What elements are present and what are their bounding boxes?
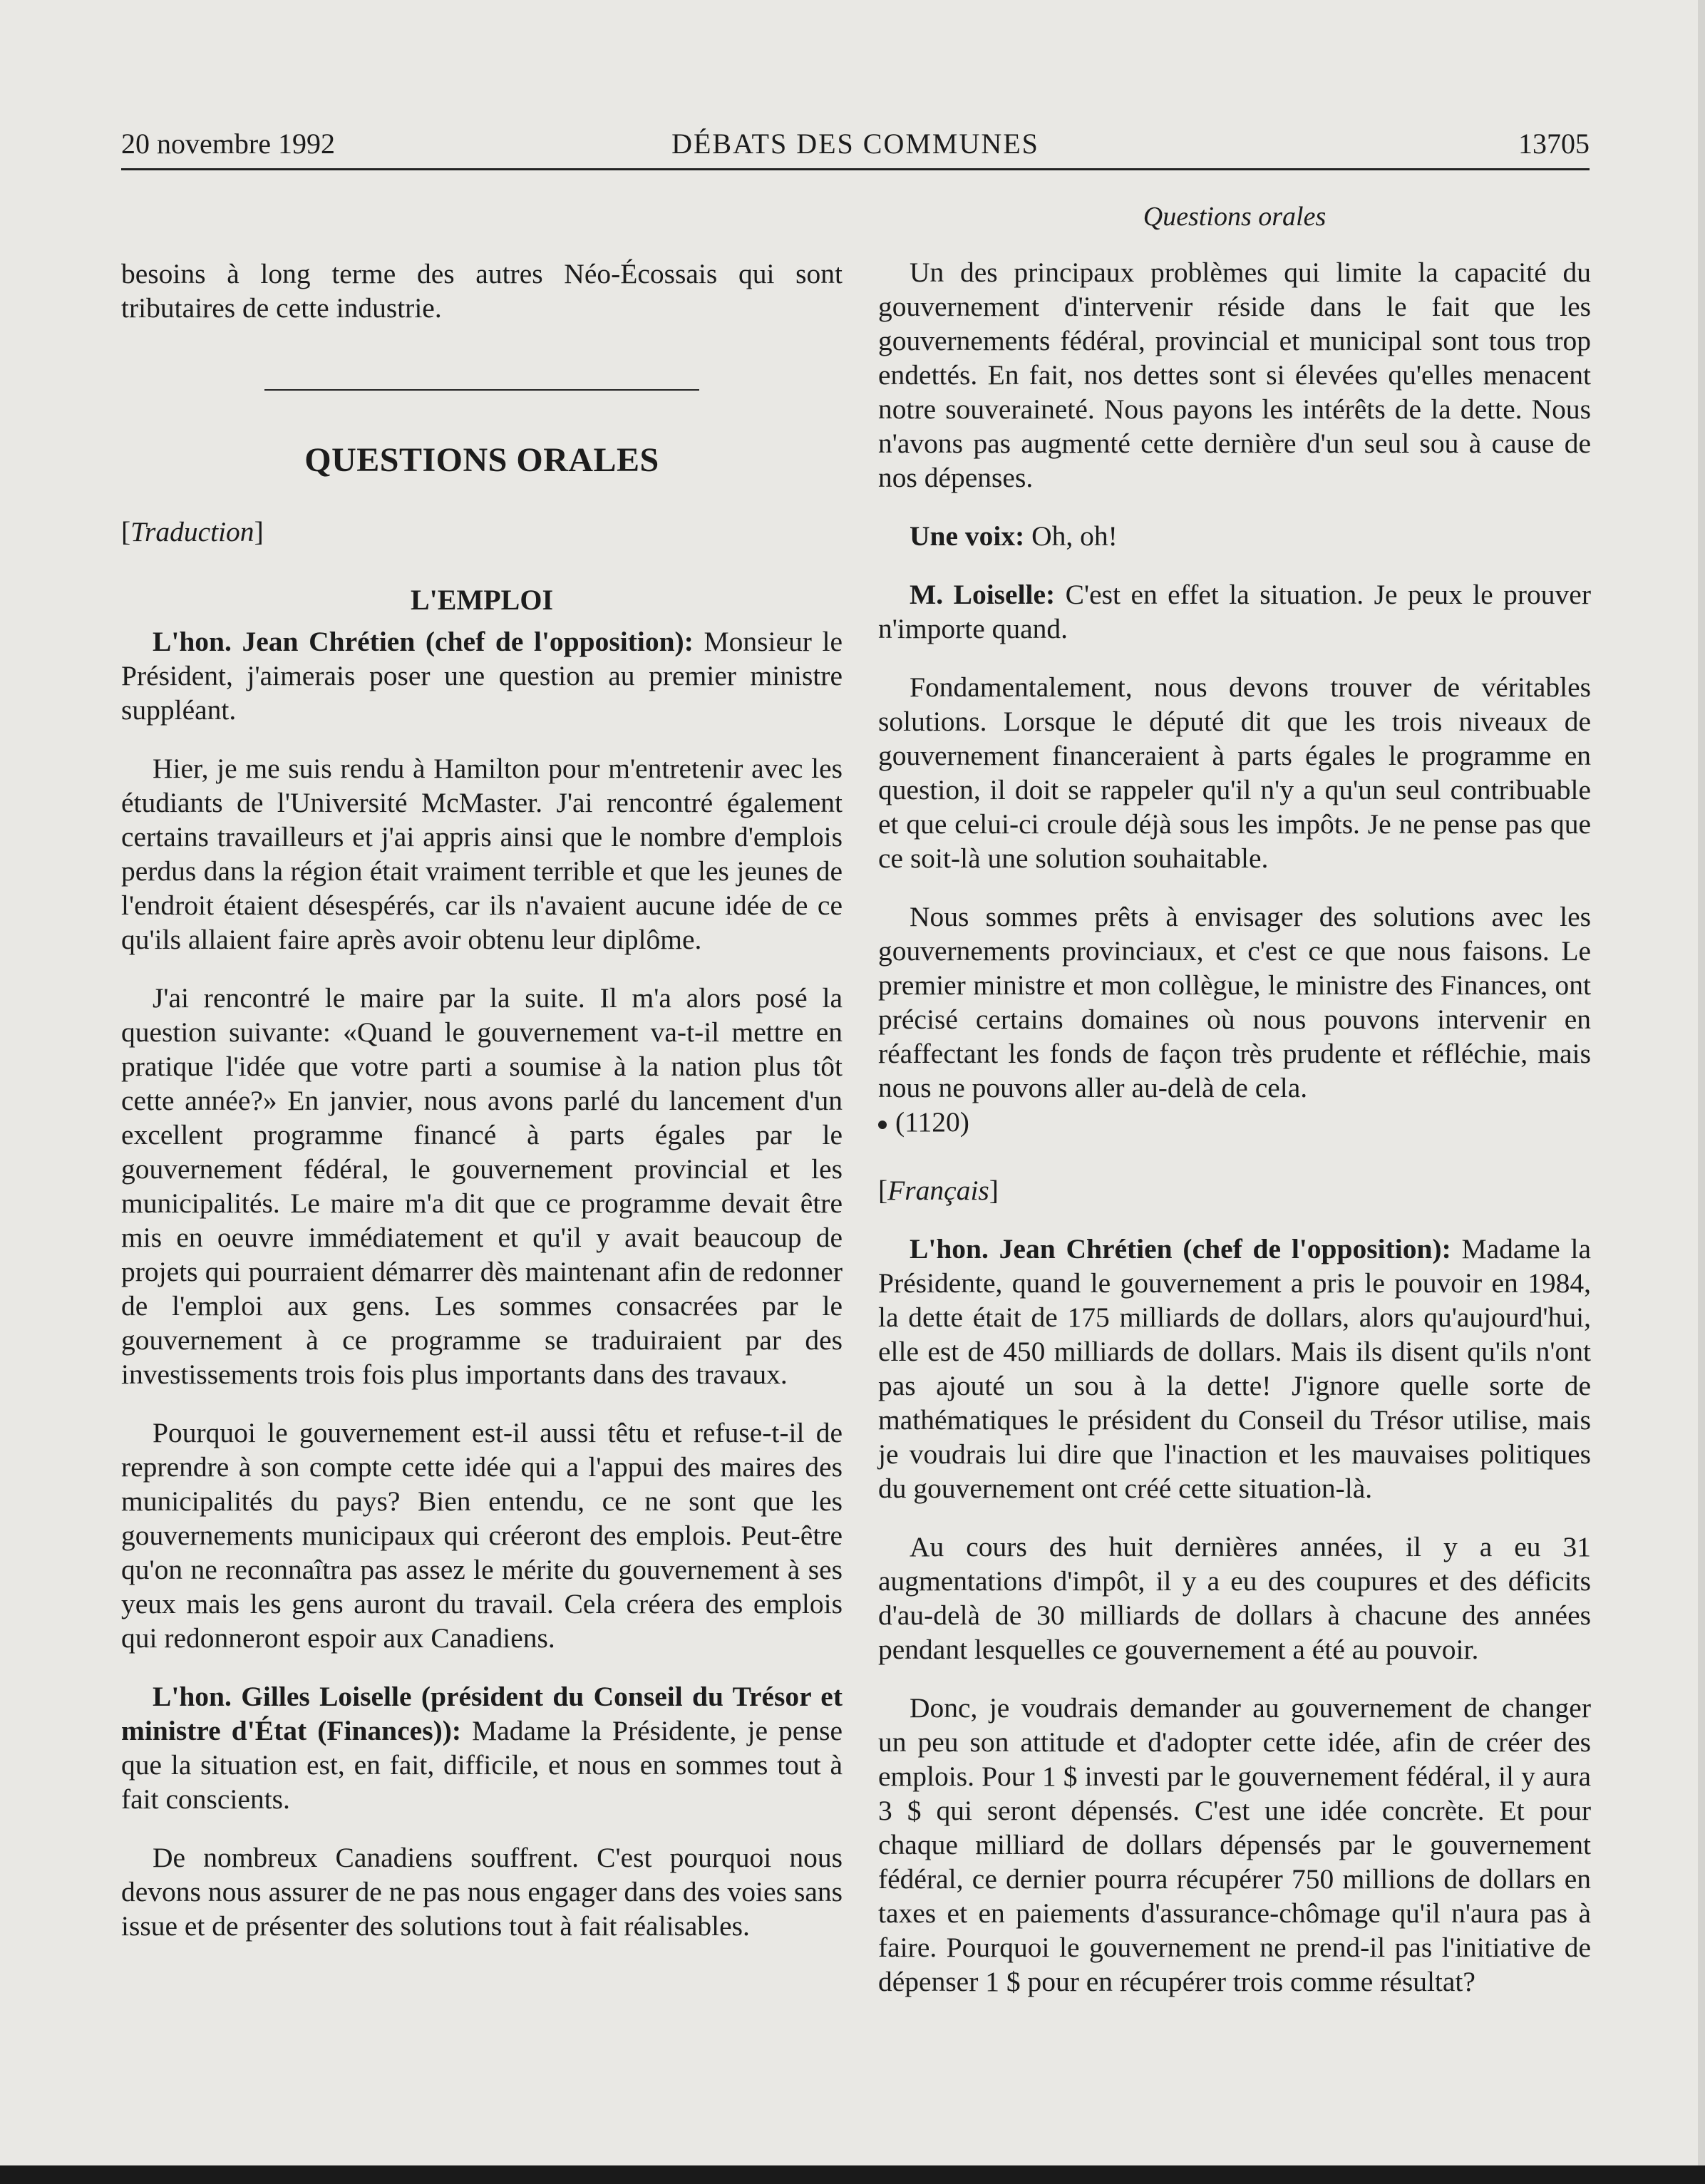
header-date: 20 novembre 1992 (121, 128, 335, 160)
paragraph-huit-annees: Au cours des huit dernières années, il y a eu 31 augmentations d'impôt, il y a eu des coupures et des déficits d'au-delà de 30 milliards de dollars à chacune des années pendant lesquelles ce gouvernement a été au pouvoir. (878, 1531, 1591, 1665)
language-tag-text: Français (887, 1175, 989, 1206)
intro-paragraph: besoins à long terme des autres Néo-Écossais qui sont tributaires de cette industrie. (121, 258, 843, 324)
speaker-name: L'hon. Gilles Loiselle (président du Conseil du Trésor et ministre d'État (Finances)): (121, 1681, 843, 1746)
section-title: QUESTIONS ORALES (304, 441, 659, 479)
paragraph-une-voix (878, 519, 1591, 553)
speech-text: Oh, oh! (1024, 520, 1118, 552)
speaker-name: L'hon. Jean Chrétien (chef de l'opposition): (910, 1233, 1451, 1264)
paragraph-canadiens: De nombreux Canadiens souffrent. C'est pourquoi nous devons nous assurer de ne pas nous engager dans des voies sans issue et de présenter des solutions tout à fait réalisables. (121, 1842, 843, 1942)
paragraph-hamilton: Hier, je me suis rendu à Hamilton pour m'entretenir avec les étudiants de l'Université McMaster. J'ai rencontré également certains travailleurs et j'ai appris ainsi que le nombre d'emplois perdus dans la région était vraiment terrible et que les jeunes de l'endroit étaient désespérés, car ils n'avaient aucune idée de ce qu'ils allaient faire après avoir obtenu leur diplôme. (121, 753, 843, 955)
paragraph-chretien-2 (878, 1232, 1591, 1505)
left-column (121, 257, 843, 1943)
speech-text: Madame la Présidente, quand le gouvernement a pris le pouvoir en 1984, la dette était de 175 milliards de dollars, alors qu'aujourd'hui, elle est de 450 milliards de dollars. Mais ils disent qu'ils n'ont pas ajouté un sou à la dette! J'ignore quelle sorte de mathématiques le président du Conseil du Trésor utilise, mais je voudrais lui dire que l'inaction et les mauvaises politiques du gouvernement ont créé cette situation-là. (878, 1233, 1592, 1504)
paragraph-donc: Donc, je voudrais demander au gouvernement de changer un peu son attitude et d'adopter cette idée, afin de créer des emplois. Pour 1 $ investi par le gouvernement fédéral, il y aura 3 $ qui seront dépensés. C'est une idée concrète. Et pour chaque milliard de dollars dépensés par le gouvernement fédéral, ce dernier pourra récupérer 750 millions de dollars en taxes et en paiements d'assurance-chômage qu'il n'aura pas à faire. Pourquoi le gouvernement ne prend-il pas l'initiative de dépenser 1 $ pour en récupérer trois comme résultat? (878, 1692, 1591, 1997)
subhead: L'EMPLOI (410, 584, 554, 616)
time-marker (878, 1105, 1591, 1139)
running-head: Questions orales (1143, 202, 1327, 232)
header-title: DÉBATS DES COMMUNES (671, 128, 1039, 160)
page-header (121, 127, 1590, 170)
translation-tag: [Traduction] (121, 516, 264, 547)
translation-tag-text: Traduction (130, 516, 254, 547)
paragraph-loiselle-2 (878, 577, 1591, 646)
section-divider (264, 389, 699, 391)
paragraph-fondamentalement: Fondamentalement, nous devons trouver de véritables solutions. Lorsque le député dit que les trois niveaux de gouvernement financeraient à parts égales le programme en question, il doit se rappeler qu'il n'y a qu'un seul contribuable et que celui-ci croule déjà sous les impôts. Je ne pense pas que ce soit-là une solution souhaitable. (878, 671, 1591, 874)
header-page-number: 13705 (1518, 128, 1590, 160)
speaker-name: L'hon. Jean Chrétien (chef de l'opposition): (153, 626, 694, 657)
paragraph-chretien-1 (121, 624, 843, 727)
speaker-name: Une voix: (910, 520, 1025, 552)
speech-text: Madame la Présidente, je pense que la situation est, en fait, difficile, et nous en sommes tout à fait conscients. (121, 1715, 843, 1815)
language-tag: [Français] (878, 1175, 999, 1206)
speech-text: C'est en effet la situation. Je peux le prouver n'importe quand. (878, 579, 1591, 644)
bullet-icon (878, 1121, 887, 1129)
right-column (878, 255, 1591, 1999)
paragraph-maire: J'ai rencontré le maire par la suite. Il m'a alors posé la question suivante: «Quand le gouvernement va-t-il mettre en pratique l'idée que votre parti a soumise à la nation plus tôt cette année?» En janvier, nous avons parlé du lancement d'un excellent programme financé à parts égales par le gouvernement fédéral, le gouvernement provincial et les municipalités. Le maire m'a dit que ce programme devait être mis en oeuvre immédiatement et qu'il y avait beaucoup de projets qui pourraient démarrer dès maintenant afin de redonner de l'emploi aux gens. Les sommes consacrées par le gouvernement à ce programme se traduiraient par des investissements trois fois plus importants dans des travaux. (121, 982, 843, 1390)
header-rule (121, 168, 1590, 170)
scan-edge-bottom (0, 2165, 1705, 2184)
paragraph-loiselle-1 (121, 1679, 843, 1816)
paragraph-prets: Nous sommes prêts à envisager des solutions avec les gouvernements provinciaux, et c'est ce que nous faisons. Le premier ministre et mon collègue, le ministre des Finances, ont précisé certains domaines où nous pouvons intervenir en réaffectant les fonds de façon très prudente et réfléchie, mais nous ne pouvons aller au-delà de cela. (878, 901, 1591, 1103)
time-marker-text: (1120) (895, 1106, 969, 1138)
speech-text: Monsieur le Président, j'aimerais poser une question au premier ministre suppléant. (121, 626, 843, 726)
paragraph-problemes: Un des principaux problèmes qui limite la capacité du gouvernement d'intervenir réside dans le fait que les gouvernements fédéral, provincial et municipal sont tous trop endettés. En fait, nos dettes sont si élevées qu'elles menacent notre souveraineté. Nous payons les intérêts de la dette. Nous n'avons pas augmenté cette dernière d'un seul sou à cause de nos dépenses. (878, 257, 1591, 493)
scan-edge-right (1698, 0, 1705, 2184)
paragraph-pourquoi: Pourquoi le gouvernement est-il aussi têtu et refuse-t-il de reprendre à son compte cette idée qui a l'appui des maires des municipalités du pays? Bien entendu, ce ne sont que les gouvernements municipaux qui créeront des emplois. Peut-être qu'on ne reconnaîtra pas assez le mérite du gouvernement à ses yeux mais les gens auront du travail. Cela créera des emplois qui redonneront espoir aux Canadiens. (121, 1417, 843, 1654)
speaker-name: M. Loiselle: (910, 579, 1056, 610)
